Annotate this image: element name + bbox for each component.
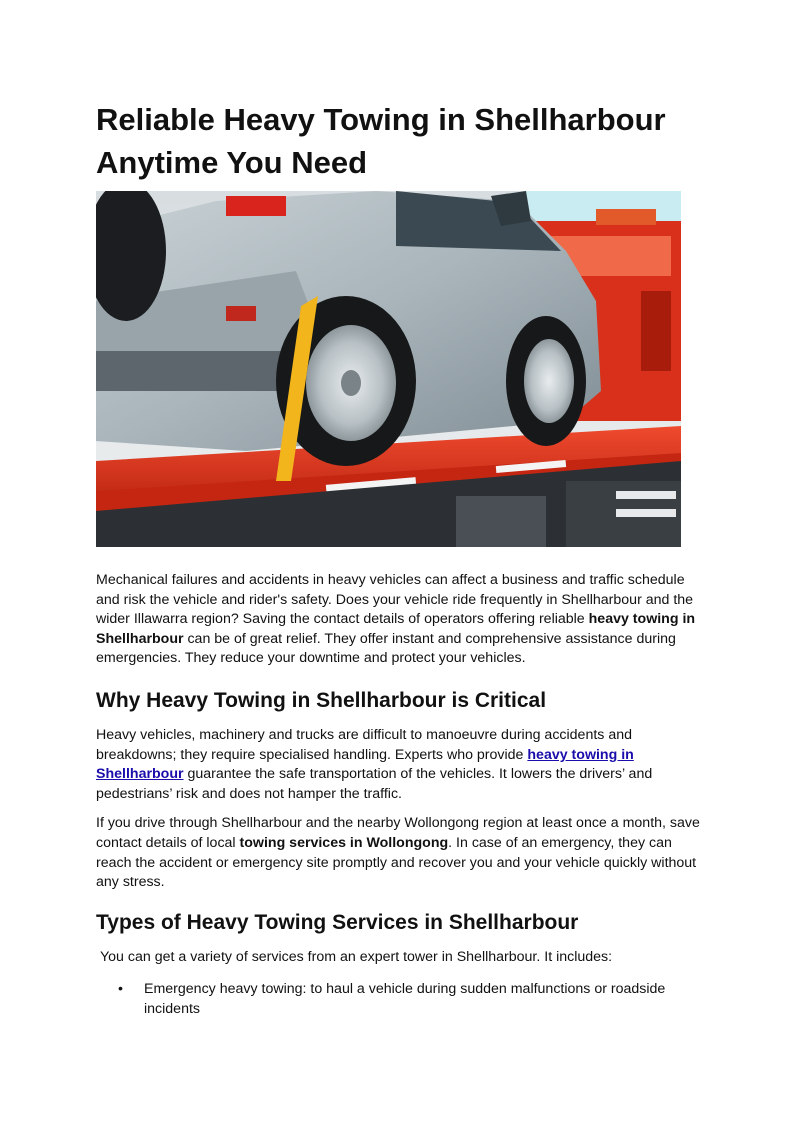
page-title: Reliable Heavy Towing in Shellharbour Anytime You Need [96,102,666,180]
intro-paragraph: Mechanical failures and accidents in heavy vehicles can affect a business and traffic schedule and risk the vehicle and rider's safety. Does your vehicle ride frequently in Shellharbour and the wider Illawarra region? Saving the contact details of operators offering reliable heavy towing in Shellharbour can be of great relief. They offer instant and comprehensive assistance during emergencies. They reduce your downtime and protect your vehicles. [96,572,696,667]
services-list [96,980,700,1019]
tow-truck-photo [96,191,681,547]
section1-paragraph1: Heavy vehicles, machinery and trucks are difficult to manoeuvre during accidents and breakdowns; they require specialised handling. Experts who provide heavy towing in Shellharbour guarantee the safe transportation of the vehicles. It lowers the drivers’ and pedestrians’ risk and does not hamper the traffic. [96,726,653,802]
section2-intro: You can get a variety of services from an expert tower in Shellharbour. It includes: [100,948,613,965]
bullet-icon: • [118,981,123,998]
intro-bold-keyword: heavy towing in Shellharbour [96,611,696,647]
section1-paragraph2: If you drive through Shellharbour and the nearby Wollongong region at least once a month, save contact details of local towing services in Wollongong. In case of an emergency, they can reach the accident or emergency site promptly and recover you and your vehicle quickly without any stress. [96,815,700,891]
section1-heading: Why Heavy Towing in Shellharbour is Critical [96,688,547,712]
towing-wollongong-keyword: towing services in Wollongong [239,834,449,851]
section2-heading: Types of Heavy Towing Services in Shellharbour [96,910,579,934]
article-body [96,571,700,1020]
heavy-towing-link[interactable]: heavy towing in Shellharbour [96,746,634,783]
list-item: • Emergency heavy towing: to haul a vehicle during sudden malfunctions or roadside incidents [118,981,666,1017]
tow-truck-illustration [96,191,681,547]
